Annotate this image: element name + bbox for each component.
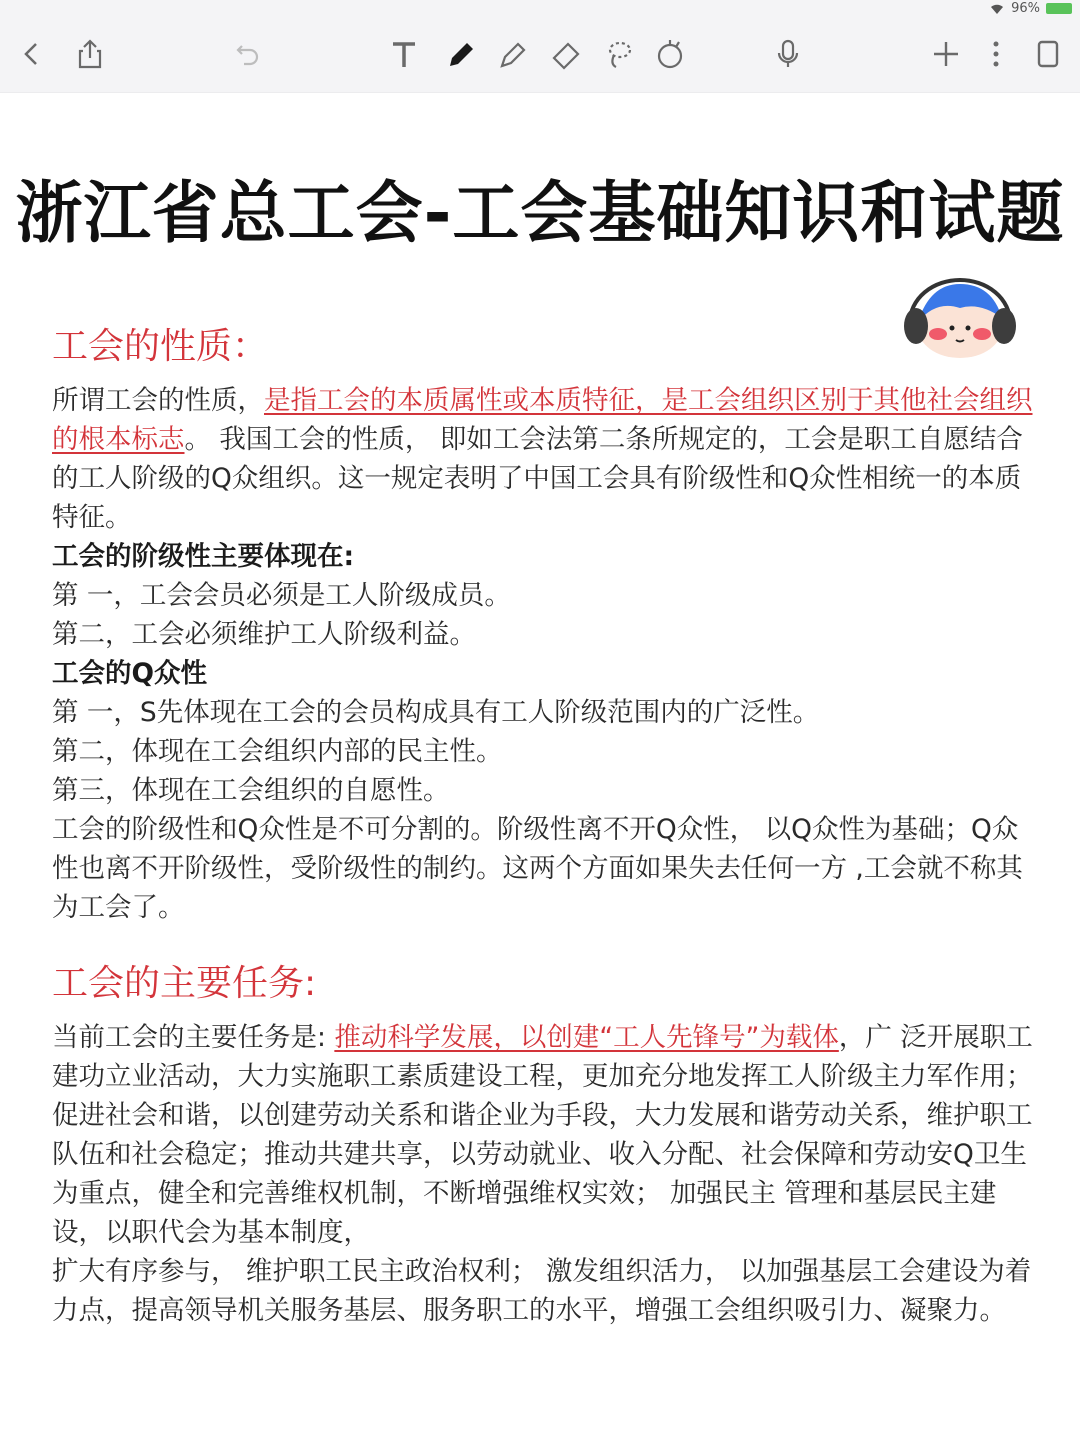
text-tool-icon[interactable] xyxy=(382,32,426,76)
class-point-1: 第 一，工会会员必须是工人阶级成员。 xyxy=(52,580,511,611)
document-title: 浙江省总工会-工会基础知识和试题 xyxy=(15,174,1065,252)
tasks-paragraph-2: 扩大有序参与， 维护职工民主政治权利； 激发组织活力， 以加强基层工会建设为着力点，提高领导机关服务基层、服务职工的水平，增强工会组织吸引力、凝聚力。 xyxy=(52,1256,1032,1326)
mass-point-1: 第 一，S先体现在工会的会员构成具有工人阶级范围内的广泛性。 xyxy=(52,697,820,728)
definition-rest: 。 我国工会的性质， 即如工会法第二条所规定的，工会是职工自愿结合的工人阶级的Q众组织。这一规定表明了中国工会具有阶级性和Q众性相统一的本质特征。 xyxy=(52,424,1023,533)
avatar-sticker xyxy=(900,276,1020,360)
section-heading-tasks: 工会的主要任务: xyxy=(52,963,317,1004)
pen-tool-icon[interactable] xyxy=(438,32,482,76)
notes-toolbar xyxy=(0,18,1080,93)
share-icon[interactable] xyxy=(68,32,112,76)
back-icon[interactable] xyxy=(10,32,54,76)
class-nature-subheading: 工会的阶级性主要体现在: xyxy=(52,541,355,572)
mass-point-3: 第三，体现在工会组织的自愿性。 xyxy=(52,775,450,806)
mass-nature-subheading: 工会的Q众性 xyxy=(52,658,208,689)
more-icon[interactable] xyxy=(974,32,1018,76)
eraser-tool-icon[interactable] xyxy=(544,32,588,76)
tasks-highlight: 推动科学发展，以创建“工人先锋号”为载体 xyxy=(334,1022,839,1053)
add-icon[interactable] xyxy=(924,32,968,76)
status-bar xyxy=(0,0,1080,18)
undo-icon[interactable] xyxy=(226,32,270,76)
status-icons xyxy=(989,1,1072,16)
wifi-icon xyxy=(989,3,1005,15)
section-tasks-body xyxy=(52,1018,1037,1330)
lasso-tool-icon[interactable] xyxy=(598,32,642,76)
battery-percentage: 96% xyxy=(1011,1,1040,16)
highlighter-tool-icon[interactable] xyxy=(490,32,534,76)
tasks-paragraph-1 xyxy=(52,1018,1037,1252)
battery-icon xyxy=(1046,3,1072,14)
nature-definition xyxy=(52,381,1037,537)
nature-conclusion: 工会的阶级性和Q众性是不可分割的。阶级性离不开Q众性， 以Q众性为基础；Q众性也离不开阶级性，受阶级性的制约。这两个方面如果失去任何一方 ,工会就不称其为工会了。 xyxy=(52,814,1023,923)
definition-highlight: 是指工会的本质属性或本质特征，是工会组织区别于其他社会组织的根本标志 xyxy=(52,385,1033,455)
page-icon[interactable] xyxy=(1026,32,1070,76)
section-nature-body xyxy=(52,381,1037,927)
mass-point-2: 第二，体现在工会组织内部的民主性。 xyxy=(52,736,503,767)
tasks-rest: ，广 泛开展职工建功立业活动，大力实施职工素质建设工程，更加充分地发挥工人阶级主力军作用； 促进社会和谐，以创建劳动关系和谐企业为手段，大力发展和谐劳动关系，维护职工队伍和社会稳定；推动共建共享，以劳动就业、收入分配、社会保障和劳动安Q卫生为重点，健全和完善维权机制，不断增强维权实效； 加强民主 管理和基层民主建设，以职代会为基本制度， xyxy=(52,1022,1033,1248)
microphone-icon[interactable] xyxy=(766,32,810,76)
class-point-2: 第二，工会必须维护工人阶级利益。 xyxy=(52,619,476,650)
section-heading-nature: 工会的性质： xyxy=(52,326,269,367)
hand-tool-icon[interactable] xyxy=(648,32,692,76)
tasks-lead: 当前工会的主要任务是: xyxy=(52,1022,335,1053)
definition-lead: 所谓工会的性质， xyxy=(52,385,264,416)
